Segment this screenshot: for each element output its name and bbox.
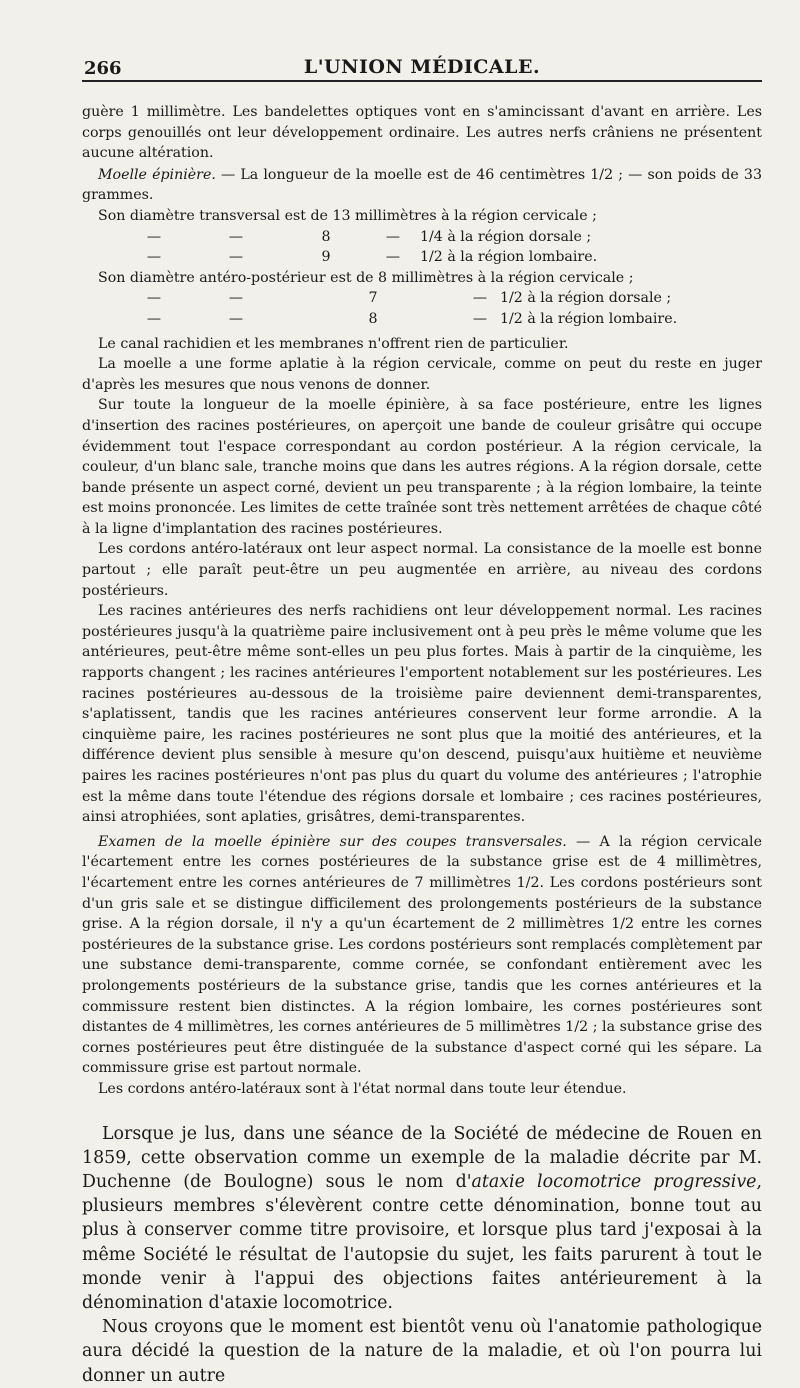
- ditto-mark: —: [146, 290, 162, 307]
- section-heading: Examen de la moelle épinière sur des coupes transversales.: [98, 833, 567, 850]
- measurement-value: 8: [321, 228, 331, 245]
- paragraph-text: Lorsque je lus, dans une séance de la Société de médecine de Rouen en 1859, cette observation comme un exemple de la maladie décrite par M. Duchenne (de Boulogne) sous le nom d': [82, 1123, 762, 1192]
- paragraph: [82, 1122, 762, 1316]
- paragraph: Le canal rachidien et les membranes n'offrent rien de particulier.: [98, 335, 569, 352]
- measurement-row: [82, 247, 762, 268]
- measurement-label: 1/2 à la région dorsale ;: [500, 290, 672, 307]
- ditto-mark: —: [472, 290, 488, 307]
- disease-name: ataxie locomotrice progressive: [471, 1171, 757, 1192]
- measurement-value: 9: [321, 249, 331, 266]
- measurement-row: [82, 227, 762, 248]
- paragraph: Les cordons antéro-latéraux ont leur aspect normal. La consistance de la moelle est bonne partout ; elle paraît peut-être un peu augmentée en arrière, au niveau des cordons postérieurs.: [82, 541, 762, 599]
- ditto-mark: —: [385, 228, 401, 245]
- paragraph: Nous croyons que le moment est bientôt venu où l'anatomie pathologique aura décidé la question de la nature de la maladie, et où l'on pourra lui donner un autre: [82, 1317, 762, 1386]
- paragraph: Son diamètre transversal est de 13 millimètres à la région cervicale ;: [98, 207, 597, 224]
- ditto-mark: —: [385, 249, 401, 266]
- observation-text: [82, 102, 762, 1100]
- measurement-label: 1/2 à la région lombaire.: [500, 310, 678, 327]
- ditto-mark: —: [146, 228, 162, 245]
- ditto-mark: —: [146, 249, 162, 266]
- paragraph: Sur toute la longueur de la moelle épinière, à sa face postérieure, entre les lignes d'insertion des racines postérieures, on aperçoit une bande de couleur grisâtre qui occupe évidemment tout l'espace correspondant au cordon postérieur. A la région cervicale, la couleur, d'un blanc sale, tranche moins que dans les autres régions. A la région dorsale, cette bande présente un aspect corné, devient un peu transparente ; à la région lombaire, la teinte est moins prononcée. Les limites de cette traînée sont très nettement arrêtées de chaque côté à la ligne d'implantation des racines postérieures.: [82, 397, 762, 537]
- page-number: 266: [84, 58, 122, 79]
- paragraph: La moelle a une forme aplatie à la région cervicale, comme on peut du reste en juger d'après les mesures que nous venons de donner.: [82, 356, 762, 393]
- paragraph-moelle: [82, 165, 762, 206]
- measurement-label: 1/2 à la région lombaire.: [420, 249, 598, 266]
- paragraph: Les racines antérieures des nerfs rachidiens ont leur développement normal. Les racines postérieures jusqu'à la quatrième paire inclusivement ont à peu près le même volume que les antérieures, peut-être même sont-elles un peu plus fortes. Mais à partir de la cinquième, les rapports changent ; les racines antérieures l'emportent notablement sur les postérieures. Les racines postérieures au-dessous de la troisième paire deviennent demi-transparentes, s'aplatissent, tandis que les racines antérieures conservent leur forme arrondie. A la cinquième paire, les racines postérieures ne sont plus que la moitié des antérieures, et la différence devient plus sensible à mesure qu'on descend, puisqu'aux huitième et neuvième paires les racines postérieures n'ont pas plus du quart du volume des antérieures ; l'atrophie est la même dans toute l'étendue des régions dorsale et lombaire ; ces racines postérieures, ainsi atrophiées, sont aplaties, grisâtres, demi-transparentes.: [82, 603, 762, 826]
- ditto-mark: —: [228, 249, 244, 266]
- ditto-mark: —: [228, 228, 244, 245]
- page-header: [82, 44, 762, 82]
- ditto-mark: —: [146, 310, 162, 327]
- paragraph: guère 1 millimètre. Les bandelettes optiques vont en s'amincissant d'avant en arrière. Les corps genouillés ont leur développement ordinaire. Les autres nerfs crâniens ne présentent aucune altération.: [82, 104, 762, 162]
- measurement-value: 8: [368, 310, 378, 327]
- paragraph-text: — La longueur de la moelle est de 46 centimètres 1/2 ; — son poids de 33 grammes.: [82, 166, 762, 204]
- measurement-row: [82, 288, 762, 309]
- measurement-row: [82, 309, 762, 330]
- section-heading: Moelle épinière.: [98, 166, 216, 183]
- paragraph-text: — A la région cervicale l'écartement entre les cornes postérieures de la substance grise est de 4 millimètres, l'écartement entre les cornes antérieures de 7 millimètres 1/2. Les cordons postérieurs sont d'un gris sale et se distingue difficilement des prolongements postérieurs de la substance grise. A la région dorsale, il n'y a qu'un écartement de 2 millimètres 1/2 entre les cornes postérieures de la substance grise. Les cordons postérieurs sont remplacés complètement par une substance demi-transparente, comme cornée, se confondant entièrement avec les prolongements postérieurs de la substance grise, tandis que les cornes antérieures et la commissure restent bien distinctes. A la région lombaire, les cornes postérieures sont distantes de 4 millimètres, les cornes antérieures de 5 millimètres 1/2 ; la substance grise des cornes postérieures peut être distinguée de la substance d'aspect corné qui les sépare. La commissure grise est partout normale.: [82, 833, 762, 1077]
- measurement-value: 7: [368, 290, 378, 307]
- ditto-mark: —: [472, 310, 488, 327]
- paragraph: Son diamètre antéro-postérieur est de 8 millimètres à la région cervicale ;: [98, 269, 634, 286]
- commentary-text: [82, 1122, 762, 1388]
- running-title: L'UNION MÉDICALE.: [303, 56, 541, 78]
- measurement-label: 1/4 à la région dorsale ;: [420, 228, 592, 245]
- ditto-mark: —: [228, 310, 244, 327]
- paragraph: Les cordons antéro-latéraux sont à l'état normal dans toute leur étendue.: [98, 1080, 627, 1097]
- paragraph-examen: [82, 832, 762, 1079]
- ditto-mark: —: [228, 290, 244, 307]
- paragraph-text: , plusieurs membres s'élevèrent contre cette dénomination, bonne tout au plus à conserver comme titre provisoire, et lorsque plus tard j'exposai à la même Société le résultat de l'autopsie du sujet, les faits parurent à tout le monde venir à l'appui des objections faites antérieurement à la dénomination d'ataxie locomotrice.: [82, 1171, 762, 1313]
